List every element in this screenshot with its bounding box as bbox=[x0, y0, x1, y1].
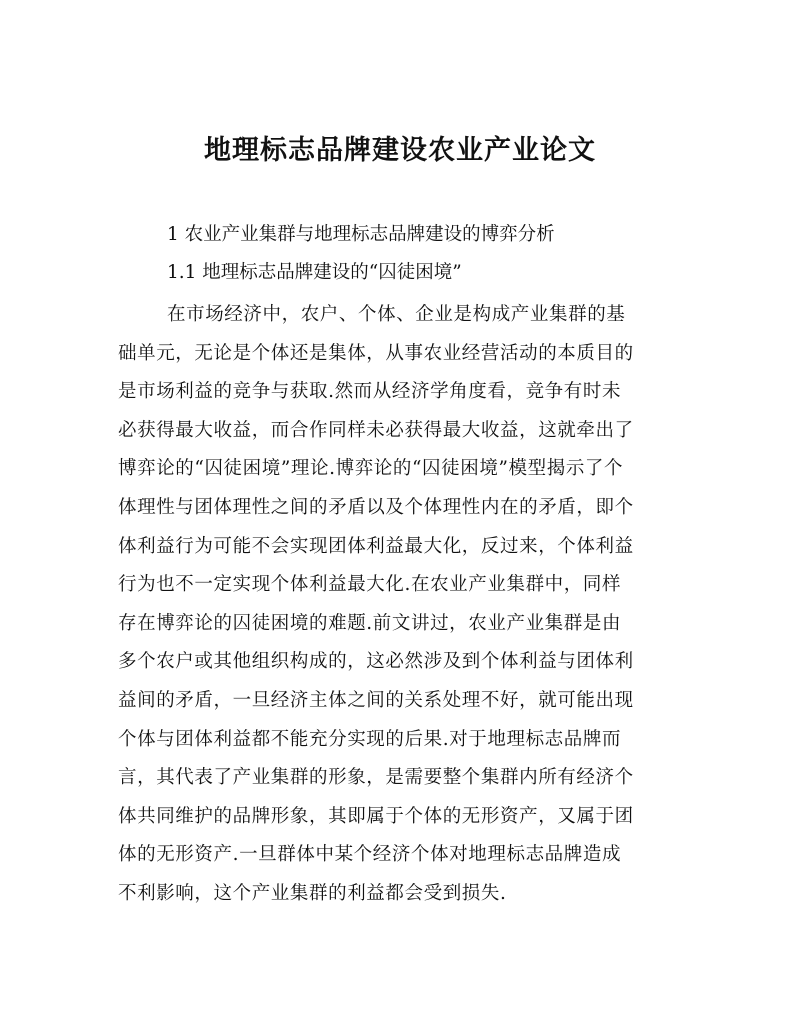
paragraph-line: 个体与团体利益都不能充分实现的后果.对于地理标志品牌而 bbox=[118, 728, 622, 750]
body-paragraph bbox=[118, 296, 688, 914]
paragraph-line: 不利影响，这个产业集群的利益都会受到损失. bbox=[118, 882, 507, 904]
paragraph-line: 是市场利益的竞争与获取.然而从经济学角度看，竞争有时未 bbox=[118, 381, 622, 403]
paragraph-line: 体利益行为可能不会实现团体利益最大化，反过来，个体利益 bbox=[118, 535, 634, 557]
paragraph-line: 言，其代表了产业集群的形象，是需要整个集群内所有经济个 bbox=[118, 767, 634, 789]
paragraph-line: 在市场经济中，农户、个体、企业是构成产业集群的基 bbox=[167, 304, 626, 325]
paragraph-line: 体共同维护的品牌形象，其即属于个体的无形资产，又属于团 bbox=[118, 805, 634, 827]
paragraph-line: 博弈论的“囚徒困境”理论.博弈论的“囚徒困境”模型揭示了个 bbox=[118, 458, 624, 480]
paragraph-line: 行为也不一定实现个体利益最大化.在农业产业集群中，同样 bbox=[118, 574, 622, 596]
paragraph-line: 必获得最大收益，而合作同样未必获得最大收益，这就牵出了 bbox=[118, 419, 634, 441]
paragraph-line: 存在博弈论的囚徒困境的难题.前文讲过，农业产业集群是由 bbox=[118, 612, 622, 634]
section-heading: 1 农业产业集群与地理标志品牌建设的博弈分析 bbox=[167, 224, 555, 245]
document-title: 地理标志品牌建设农业产业论文 bbox=[204, 135, 596, 166]
subsection-heading: 1.1 地理标志品牌建设的“囚徒困境” bbox=[167, 262, 462, 283]
paragraph-line: 础单元，无论是个体还是集体，从事农业经营活动的本质目的 bbox=[118, 342, 634, 364]
paragraph-line: 体的无形资产.一旦群体中某个经济个体对地理标志品牌造成 bbox=[118, 844, 622, 866]
paragraph-line: 体理性与团体理性之间的矛盾以及个体理性内在的矛盾，即个 bbox=[118, 496, 634, 518]
paragraph-line: 益间的矛盾，一旦经济主体之间的关系处理不好，就可能出现 bbox=[118, 689, 634, 711]
paragraph-line: 多个农户或其他组织构成的，这必然涉及到个体利益与团体利 bbox=[118, 651, 634, 673]
